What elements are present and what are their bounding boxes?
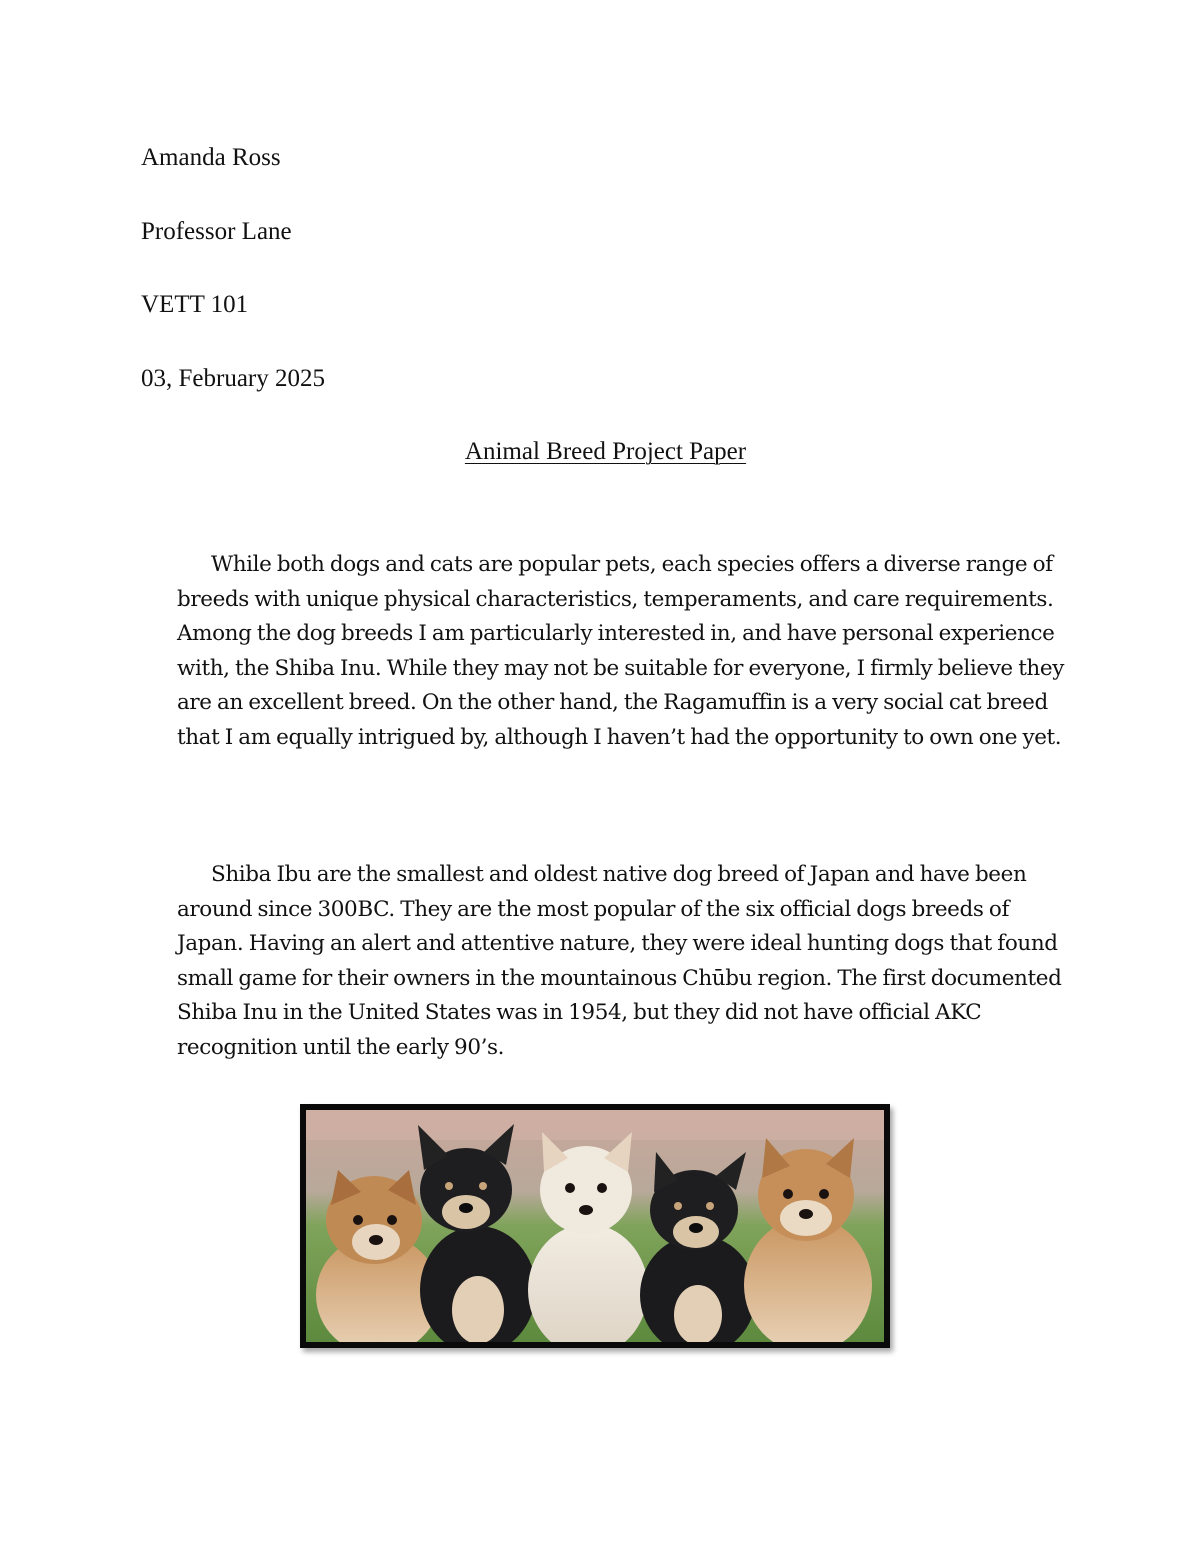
paper-title: Animal Breed Project Paper [464,438,747,465]
paper-date: 03, February 2025 [141,365,325,392]
shiba-puppies-photo [300,1104,890,1348]
paragraph-history: Shiba Ibu are the smallest and oldest native dog breed of Japan and have been around since 300BC. They are the most popular of the six official dogs breeds of Japan. Having an alert and attentive nature, they were ideal hunting dogs that found small game for their owners in the mountainous Chūbu region. The first documented Shiba Inu in the United States was in 1954, but they did not have official AKC recognition until the early 90’s. [177,862,1062,1060]
paragraph-intro: While both dogs and cats are popular pets, each species offers a diverse range of breeds with unique physical characteristics, temperaments, and care requirements. Among the dog breeds I am particularly interested in, and have personal experience with, the Shiba Inu. While they may not be suitable for everyone, I firmly believe they are an excellent breed. On the other hand, the Ragamuffin is a very social cat breed that I am equally intrigued by, although I haven’t had the opportunity to own one yet. [177,552,1064,750]
professor-name: Professor Lane [141,218,292,245]
course-code: VETT 101 [141,291,249,318]
puppies-illustration [306,1110,884,1342]
author-name: Amanda Ross [141,144,281,171]
paper-title-container [0,437,1200,467]
